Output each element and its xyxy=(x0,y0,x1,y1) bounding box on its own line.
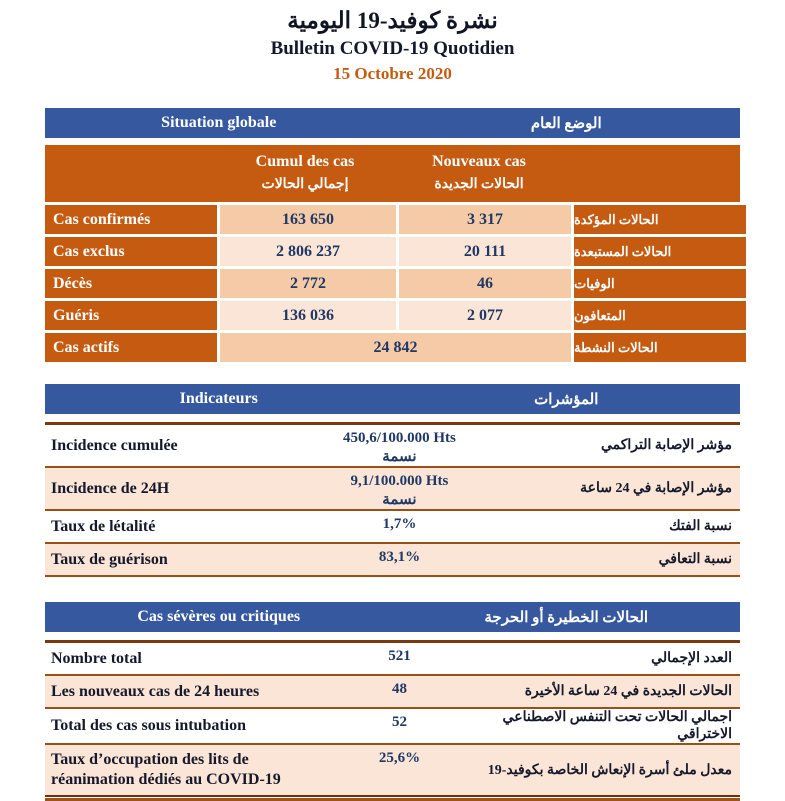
col-header-cumul-fr: Cumul des cas xyxy=(255,153,355,170)
severe-label-ar: الحالات الجديدة في 24 ساعة الأخيرة xyxy=(524,684,732,699)
cumul-value: 163 650 xyxy=(220,205,396,234)
section-title-ar: الوضع العام xyxy=(530,115,602,132)
severes-rows xyxy=(45,640,740,801)
indicator-label-ar: مؤشر الإصابة التراكمي xyxy=(600,438,732,453)
cumul-value: 2 772 xyxy=(220,269,396,298)
severe-value: 25,6% xyxy=(378,750,421,766)
nouveaux-value: 2 077 xyxy=(399,301,571,330)
indicator-label-ar: نسبة الفتك xyxy=(669,519,732,534)
severe-value: 521 xyxy=(388,648,411,664)
col-header-cumul-ar: إجمالي الحالات xyxy=(261,177,349,192)
col-header-nouveaux-ar: الحالات الجديدة xyxy=(434,177,524,192)
title-arabic: نشرة كوفيد-19 اليومية xyxy=(287,8,498,33)
row-label-fr: Cas exclus xyxy=(45,237,217,266)
document-header xyxy=(45,6,740,86)
indicator-label-fr: Taux de létalité xyxy=(51,517,156,535)
indicator-label-fr: Taux de guérison xyxy=(51,550,168,568)
section-title-ar: الحالات الخطيرة أو الحرجة xyxy=(484,609,649,626)
severe-row xyxy=(45,640,740,674)
indicator-value: 1,7% xyxy=(382,516,417,532)
col-header-nouveaux-fr: Nouveaux cas xyxy=(432,153,526,170)
severe-value: 48 xyxy=(391,681,407,697)
section-header-indicateurs xyxy=(45,384,740,414)
section-header-severes xyxy=(45,602,740,632)
severe-value: 52 xyxy=(391,714,407,730)
header-spacer xyxy=(565,150,737,174)
row-label-fr: Cas actifs xyxy=(45,333,217,362)
indicator-label-ar: مؤشر الإصابة في 24 ساعة xyxy=(580,481,732,496)
indicator-row xyxy=(45,542,740,577)
section-title-fr: Cas sévères ou critiques xyxy=(137,608,301,625)
nouveaux-value: 46 xyxy=(399,269,571,298)
header-spacer xyxy=(45,174,217,196)
actifs-total-value: 24 842 xyxy=(220,333,571,362)
situation-table-header xyxy=(45,145,740,202)
header-spacer xyxy=(45,150,217,174)
bulletin-date: 15 Octobre 2020 xyxy=(333,64,452,83)
row-label-ar: المتعافون xyxy=(574,301,746,330)
row-label-ar: الوفيات xyxy=(574,269,746,298)
situation-table-body xyxy=(45,205,740,362)
section-title-ar: المؤشرات xyxy=(534,391,599,408)
indicator-row xyxy=(45,422,740,466)
situation-table xyxy=(45,145,740,362)
section-title-fr: Situation globale xyxy=(161,114,277,131)
severe-label-fr: Total des cas sous intubation xyxy=(51,717,247,734)
indicator-label-ar: نسبة التعافي xyxy=(658,552,732,567)
row-label-fr: Guéris xyxy=(45,301,217,330)
section-title-fr: Indicateurs xyxy=(179,390,258,407)
section-end-rule-dark xyxy=(45,795,740,797)
bulletin-page xyxy=(45,0,740,801)
indicator-label-fr: Incidence de 24H xyxy=(51,479,170,497)
indicator-row xyxy=(45,509,740,542)
row-label-ar: الحالات المؤكدة xyxy=(574,205,746,234)
indicator-value: 83,1% xyxy=(378,549,421,565)
row-label-fr: Cas confirmés xyxy=(45,205,217,234)
nouveaux-value: 20 111 xyxy=(399,237,571,266)
title-french: Bulletin COVID-19 Quotidien xyxy=(270,38,515,59)
indicator-label-fr: Incidence cumulée xyxy=(51,436,178,454)
severe-label-ar: العدد الإجمالي xyxy=(651,651,732,666)
indicator-value: 450,6/100.000 Hts نسمة xyxy=(342,430,456,465)
severe-label-fr: Les nouveaux cas de 24 heures xyxy=(51,682,260,700)
row-label-ar: الحالات المستبعدة xyxy=(574,237,746,266)
severe-label-fr: Nombre total xyxy=(51,649,142,667)
row-label-fr: Décès xyxy=(45,269,217,298)
severe-label-ar: معدل ملئ أسرة الإنعاش الخاصة بكوفيد-19 xyxy=(487,762,732,778)
severe-row xyxy=(45,674,740,707)
row-label-ar: الحالات النشطة xyxy=(574,333,746,362)
cumul-value: 136 036 xyxy=(220,301,396,330)
severe-row xyxy=(45,707,740,743)
section-header-situation xyxy=(45,108,740,138)
severe-label-fr: Taux d’occupation des lits de réanimation dédiés au COVID-19 xyxy=(51,751,281,788)
nouveaux-value: 3 317 xyxy=(399,205,571,234)
header-spacer xyxy=(565,174,737,196)
cumul-value: 2 806 237 xyxy=(220,237,396,266)
indicator-value: 9,1/100.000 Hts نسمة xyxy=(350,473,449,508)
severe-row xyxy=(45,743,740,795)
indicateurs-rows xyxy=(45,422,740,577)
indicator-row xyxy=(45,466,740,509)
severe-label-ar: اجمالي الحالات تحت التنفس الاصطناعي الاختراقي xyxy=(502,710,732,742)
